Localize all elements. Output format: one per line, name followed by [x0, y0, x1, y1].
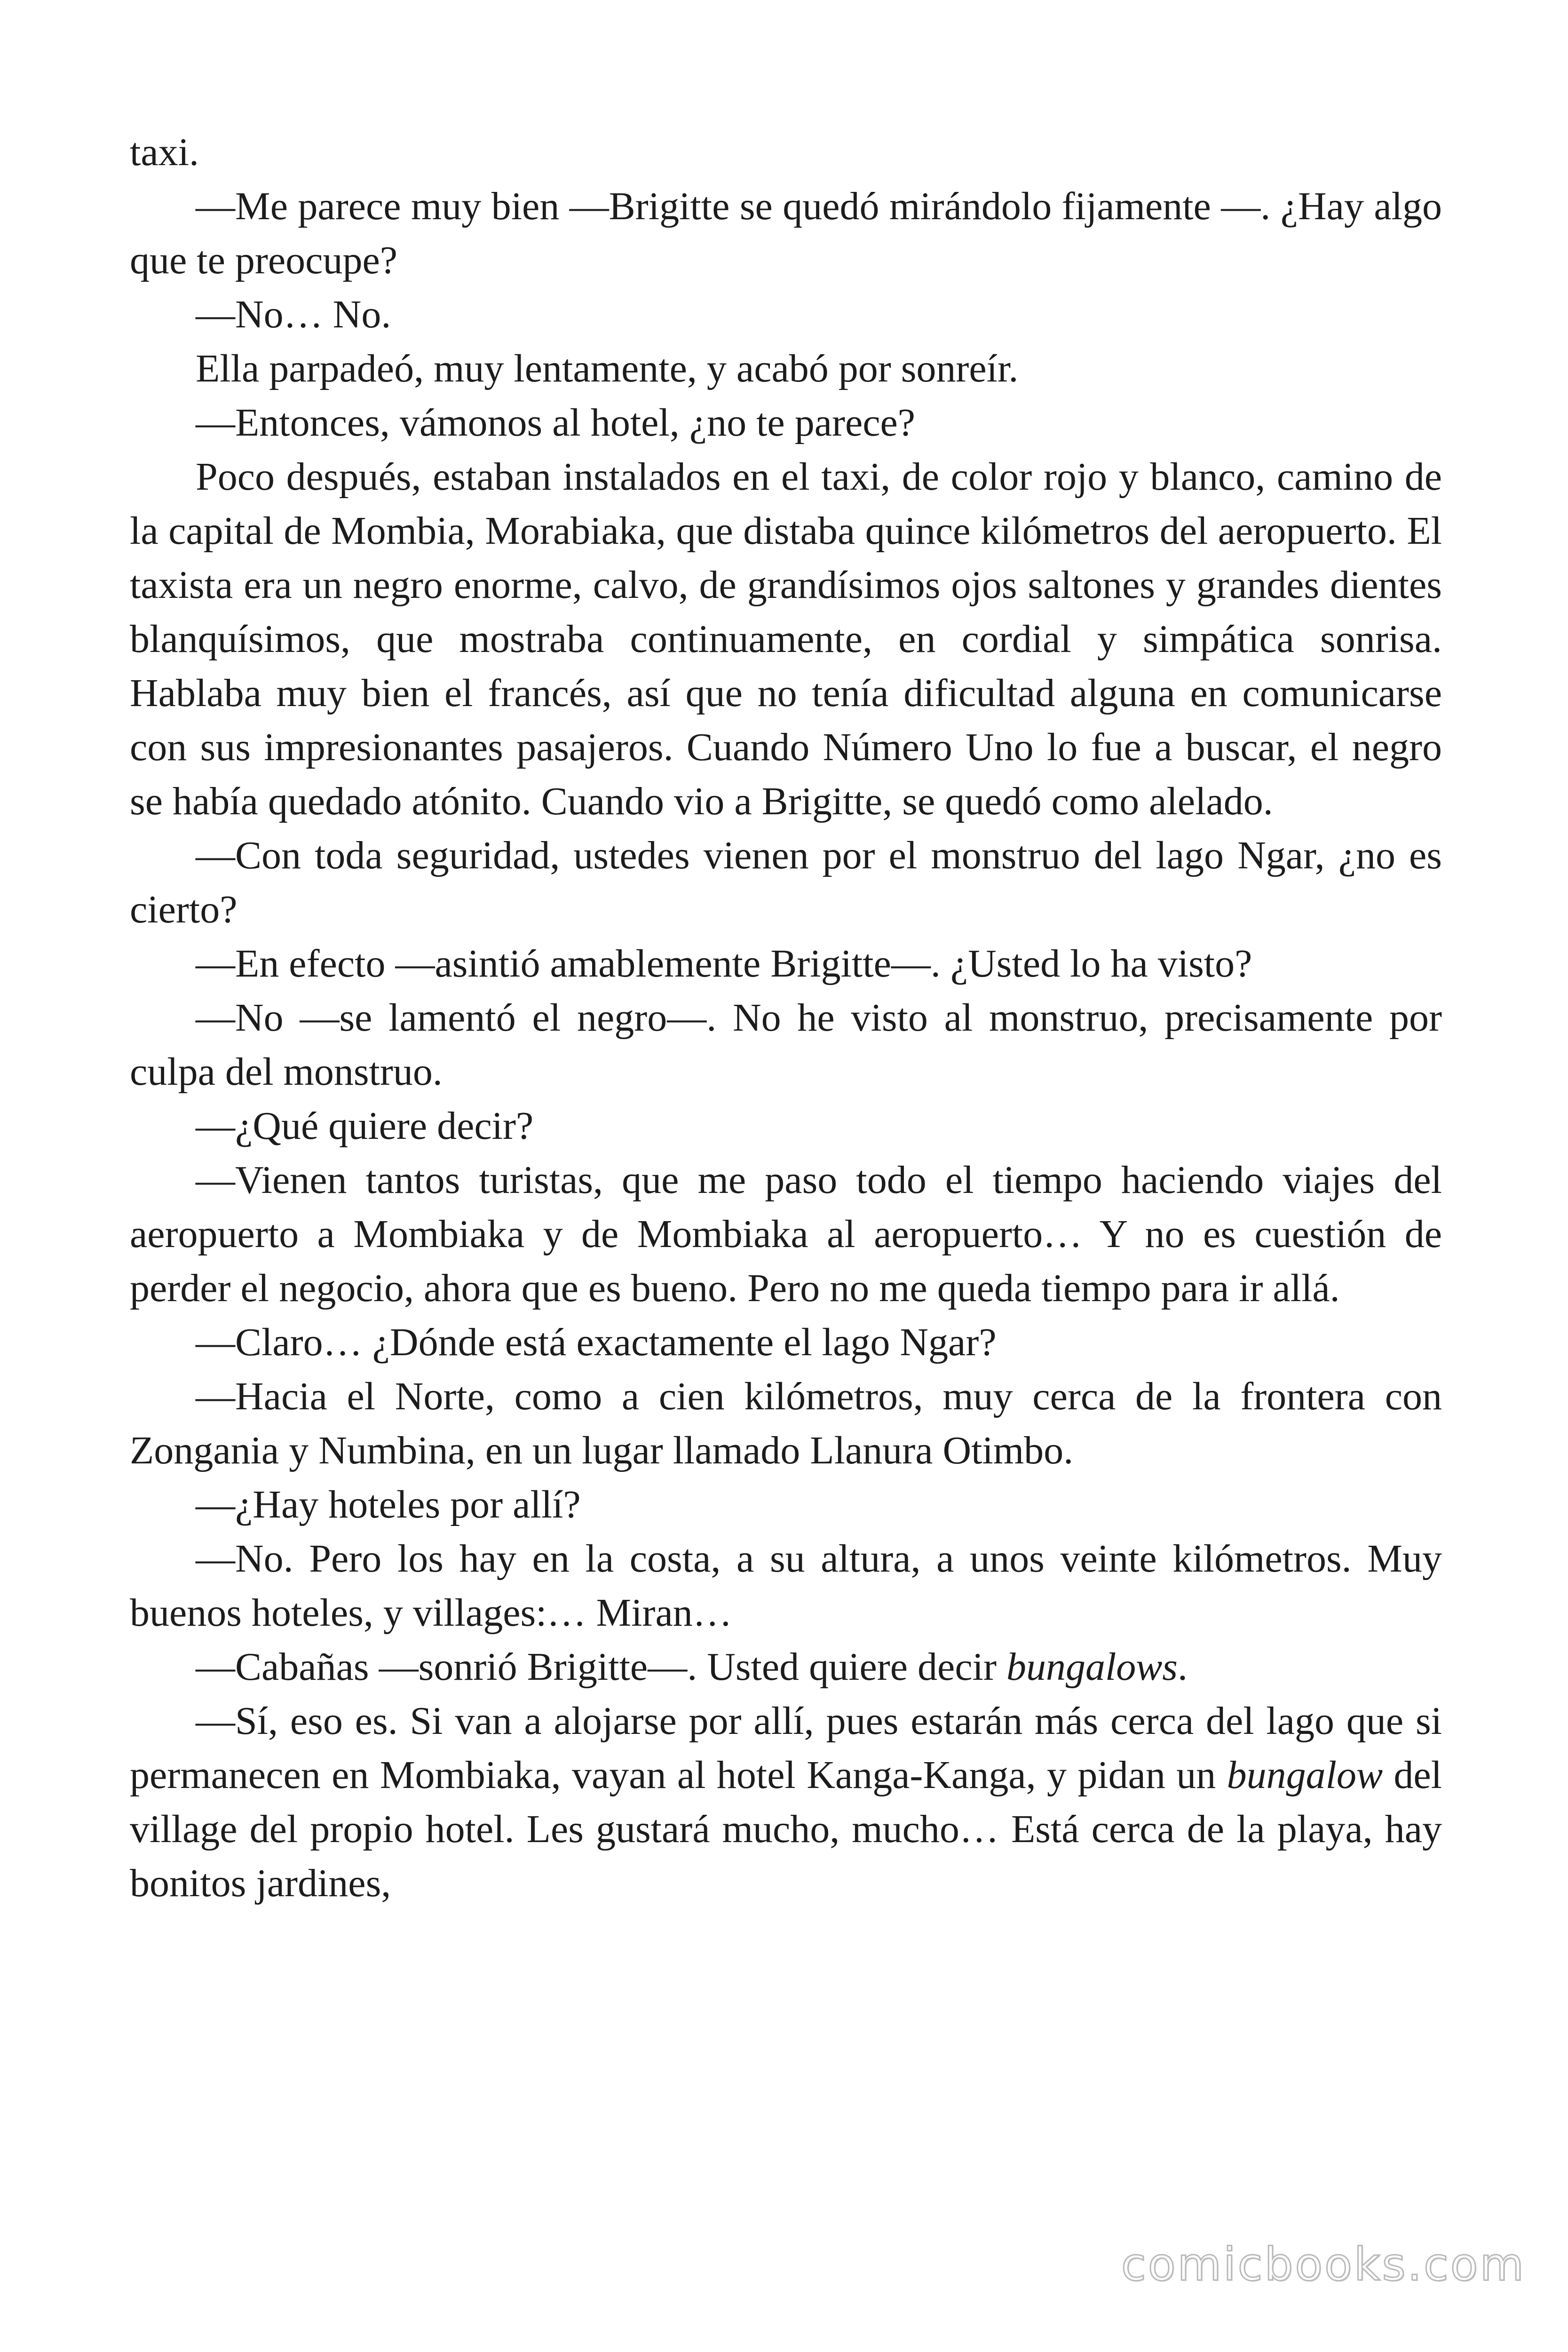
paragraph: —No —se lamentó el negro—. No he visto al monstruo, precisamente por culpa del monstruo. [130, 996, 1442, 1094]
paragraph-last [130, 1694, 1442, 1910]
paragraph-text: . [1178, 1645, 1188, 1689]
paragraph: —Claro… ¿Dónde está exactamente el lago Ngar? [196, 1320, 997, 1364]
paragraph-cabanas [130, 1640, 1442, 1694]
paragraph: —No… No. [196, 293, 391, 336]
paragraph: taxi. [130, 130, 199, 174]
paragraph-text: —Sí, eso es. Si van a alojarse por allí, pues estarán más cerca del lago que si permanecen en Mombiaka, vayan al hotel Kanga-Kanga, y pidan un [130, 1699, 1442, 1797]
paragraph-text: —Cabañas —sonrió Brigitte—. Usted quiere decir [196, 1645, 1006, 1689]
paragraph: —Hacia el Norte, como a cien kilómetros, muy cerca de la frontera con Zongania y Numbina, en un lugar llamado Llanura Otimbo. [130, 1375, 1442, 1472]
paragraph-text: del village del propio hotel. Les gustará mucho, mucho… Está cerca de la playa, hay bonitos jardines, [130, 1753, 1442, 1905]
paragraph: —Vienen tantos turistas, que me paso todo el tiempo haciendo viajes del aeropuerto a Mombiaka y de Mombiaka al aeropuerto… Y no es cuestión de perder el negocio, ahora que es bueno. Pero no me queda tiempo para ir allá. [130, 1158, 1442, 1310]
paragraph: —Con toda seguridad, ustedes vienen por el monstruo del lago Ngar, ¿no es cierto? [130, 834, 1442, 931]
paragraph: —Me parece muy bien —Brigitte se quedó mirándolo fijamente —. ¿Hay algo que te preocupe? [130, 184, 1442, 282]
paragraph: —En efecto —asintió amablemente Brigitte—. ¿Usted lo ha visto? [196, 942, 1252, 985]
paragraph: —¿Hay hoteles por allí? [196, 1483, 581, 1526]
paragraph: —Entonces, vámonos al hotel, ¿no te parece? [196, 401, 916, 445]
book-page-text [130, 125, 1442, 1910]
watermark-logo: comicbooks.com [1121, 2238, 1526, 2291]
italic-word: bungalows [1006, 1645, 1178, 1689]
italic-word: bungalow [1227, 1753, 1383, 1797]
paragraph: Poco después, estaban instalados en el taxi, de color rojo y blanco, camino de la capital de Mombia, Morabiaka, que distaba quince kilómetros del aeropuerto. El taxista era un negro enorme, calvo, de grandísimos ojos saltones y grandes dientes blanquísimos, que mostraba continuamente, en cordial y simpática sonrisa. Hablaba muy bien el francés, así que no tenía dificultad alguna en comunicarse con sus impresionantes pasajeros. Cuando Número Uno lo fue a buscar, el negro se había quedado atónito. Cuando vio a Brigitte, se quedó como alelado. [130, 455, 1442, 823]
paragraph: —¿Qué quiere decir? [196, 1104, 534, 1148]
paragraph: Ella parpadeó, muy lentamente, y acabó por sonreír. [196, 347, 1019, 390]
paragraph: —No. Pero los hay en la costa, a su altura, a unos veinte kilómetros. Muy buenos hoteles, y villages:… Miran… [130, 1537, 1442, 1635]
